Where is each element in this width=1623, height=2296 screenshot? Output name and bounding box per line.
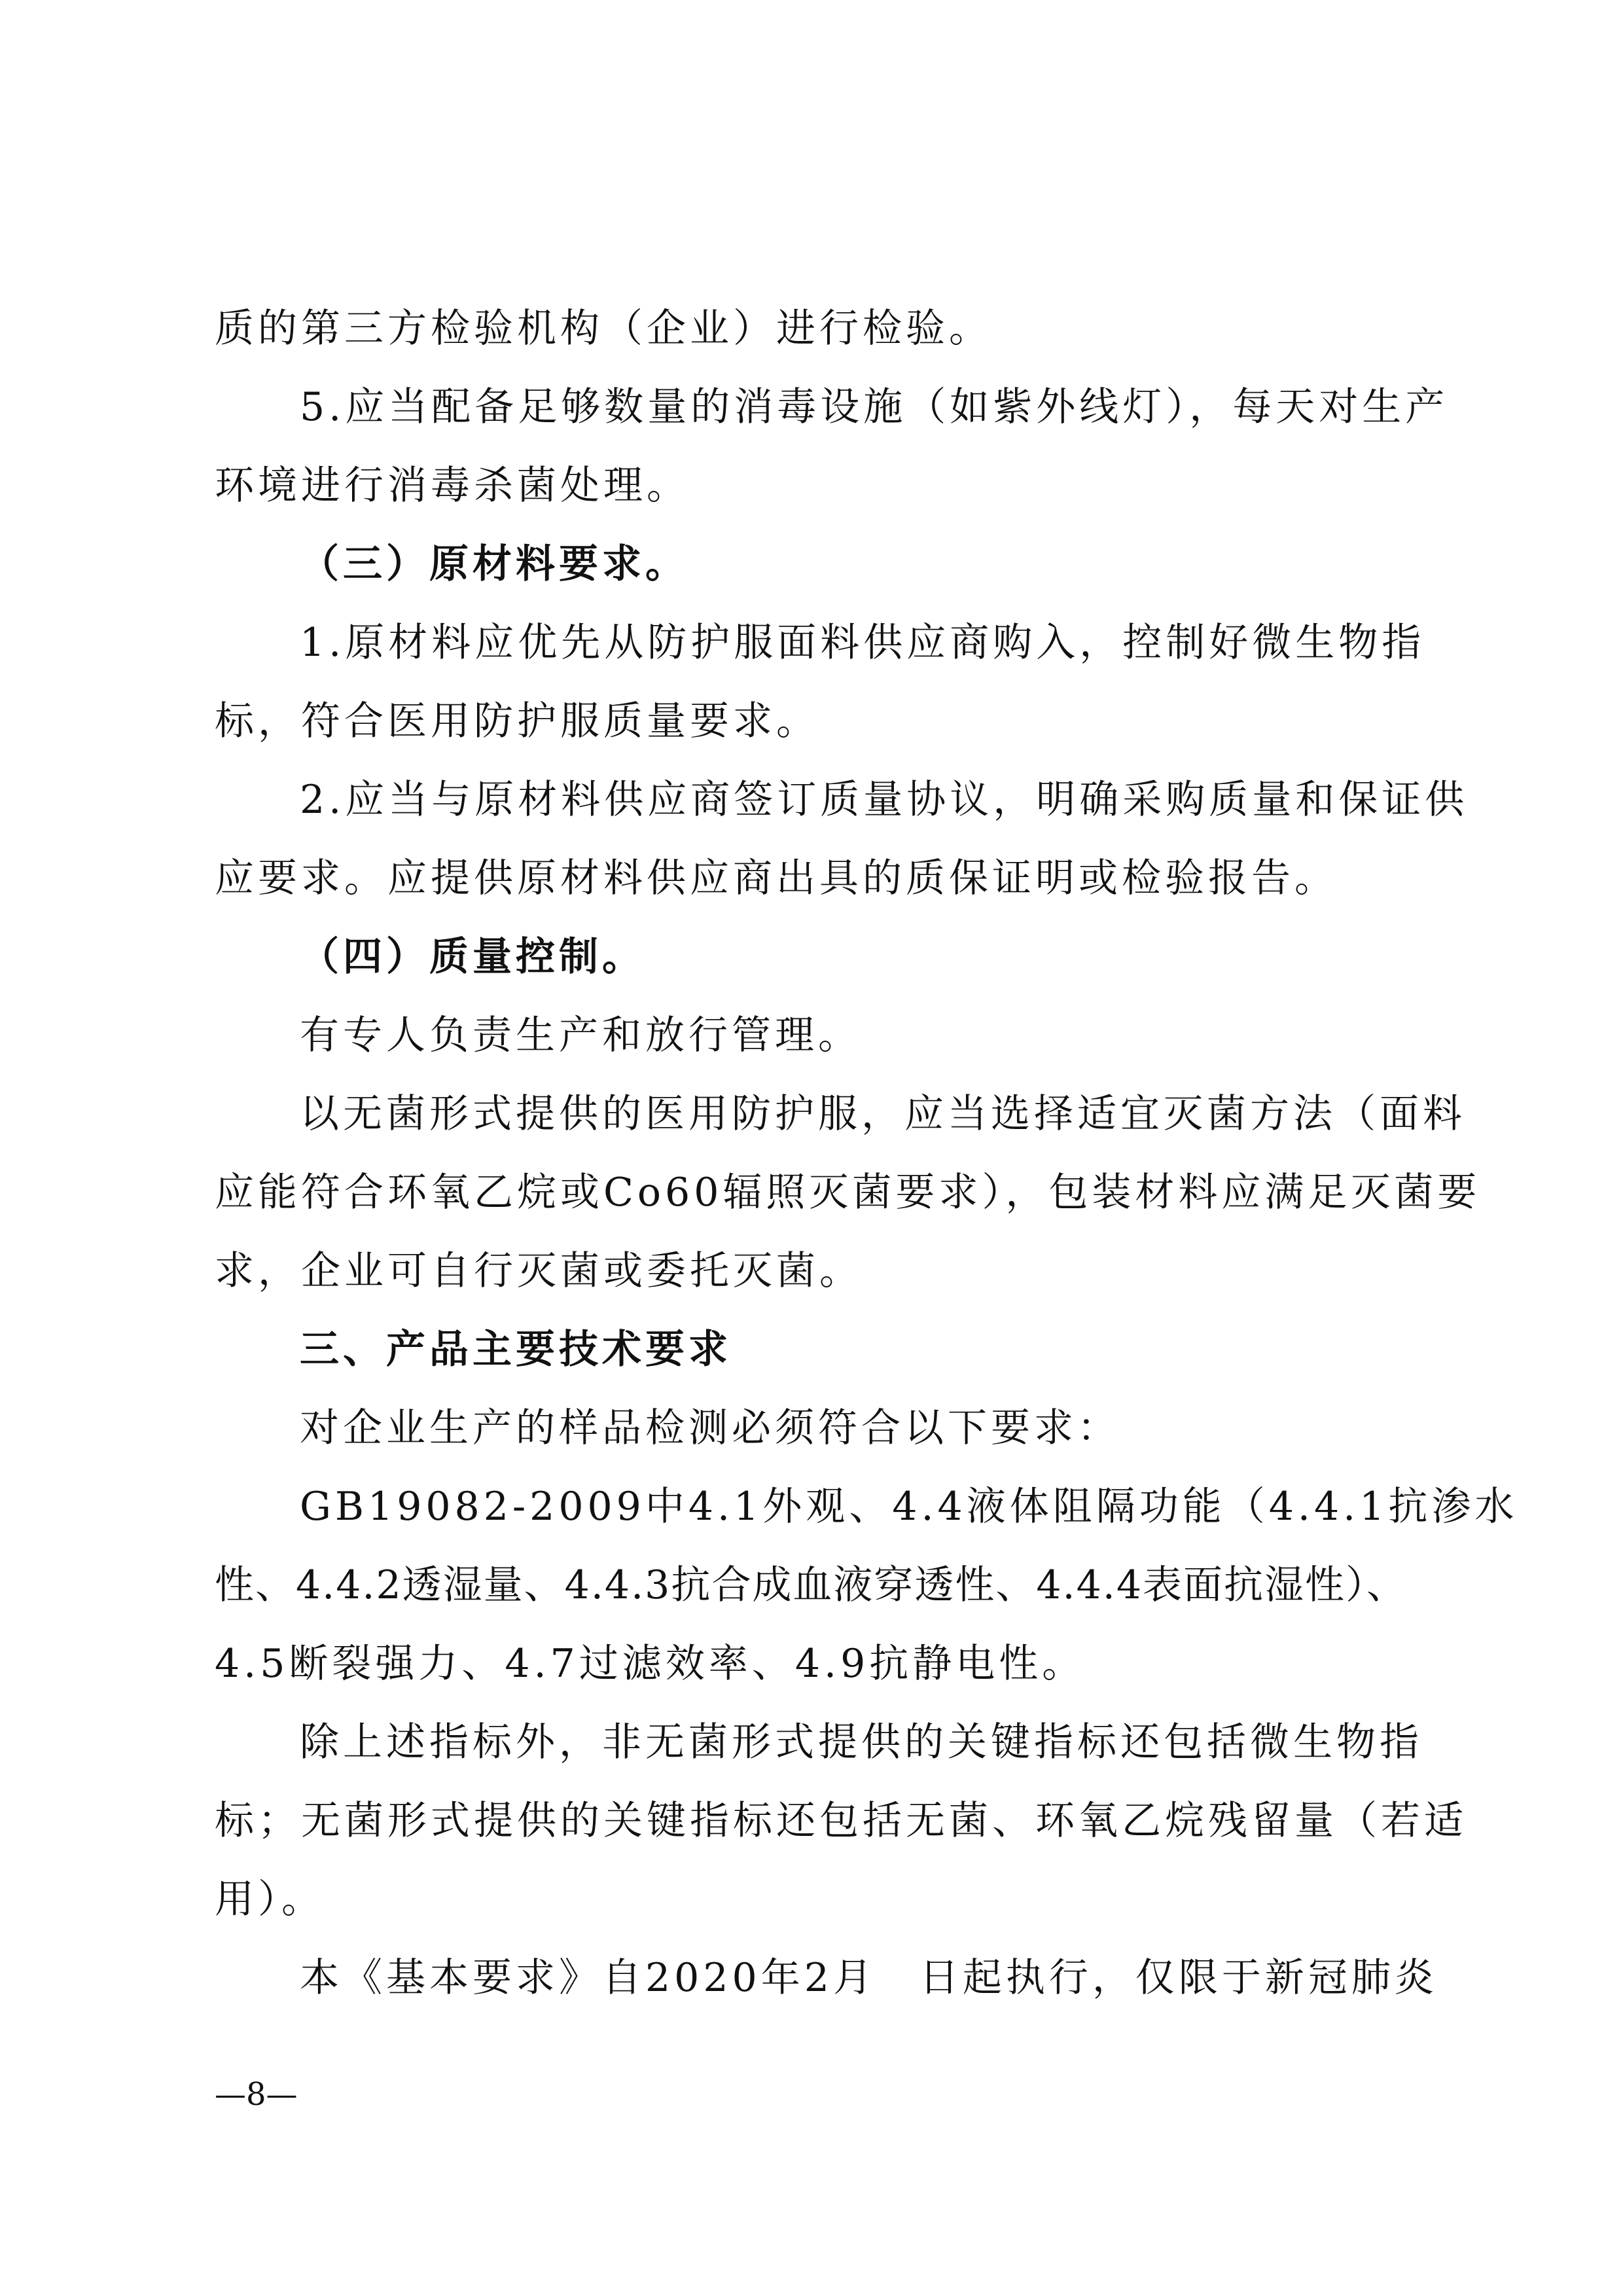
paragraph-line: 标；无菌形式提供的关键指标还包括无菌、环氧乙烷残留量（若适 xyxy=(215,1798,1467,1844)
section-heading-technical-requirements: 三、产品主要技术要求 xyxy=(300,1327,732,1372)
section-heading-raw-materials: （三）原材料要求。 xyxy=(300,541,688,587)
paragraph-line: 求，企业可自行灭菌或委托灭菌。 xyxy=(215,1248,863,1294)
paragraph-line: 1.原材料应优先从防护服面料供应商购入，控制好微生物指 xyxy=(300,620,1425,666)
paragraph-line: 性、4.4.2透湿量、4.4.3抗合成血液穿透性、4.4.4表面抗湿性）、 xyxy=(215,1562,1407,1608)
paragraph-line: 以无菌形式提供的医用防护服，应当选择适宜灭菌方法（面料 xyxy=(300,1091,1466,1137)
paragraph-line: 环境进行消毒杀菌处理。 xyxy=(215,463,690,509)
paragraph-line: 应要求。应提供原材料供应商出具的质保证明或检验报告。 xyxy=(215,855,1338,901)
paragraph-line: 5.应当配备足够数量的消毒设施（如紫外线灯），每天对生产 xyxy=(300,384,1449,430)
paragraph-line: GB19082-2009中4.1外观、4.4液体阻隔功能（4.4.1抗渗水 xyxy=(300,1484,1518,1530)
paragraph-line: 2.应当与原材料供应商签订质量协议，明确采购质量和保证供 xyxy=(300,777,1469,823)
page-number: —8— xyxy=(215,2076,298,2113)
paragraph-line: 除上述指标外，非无菌形式提供的关键指标还包括微生物指 xyxy=(300,1719,1423,1765)
section-heading-quality-control: （四）质量控制。 xyxy=(300,934,645,980)
paragraph-line: 本《基本要求》自2020年2月 日起执行，仅限于新冠肺炎 xyxy=(300,1955,1438,2001)
paragraph-line: 标，符合医用防护服质量要求。 xyxy=(215,698,819,744)
paragraph-line: 质的第三方检验机构（企业）进行检验。 xyxy=(215,306,992,351)
paragraph-line: 对企业生产的样品检测必须符合以下要求： xyxy=(300,1405,1120,1451)
paragraph-line: 4.5断裂强力、4.7过滤效率、4.9抗静电性。 xyxy=(215,1641,1086,1687)
paragraph-line: 有专人负责生产和放行管理。 xyxy=(300,1013,861,1058)
paragraph-line: 应能符合环氧乙烷或Co60辐照灭菌要求），包装材料应满足灭菌要 xyxy=(215,1170,1481,1215)
paragraph-line: 用）。 xyxy=(215,1876,325,1922)
